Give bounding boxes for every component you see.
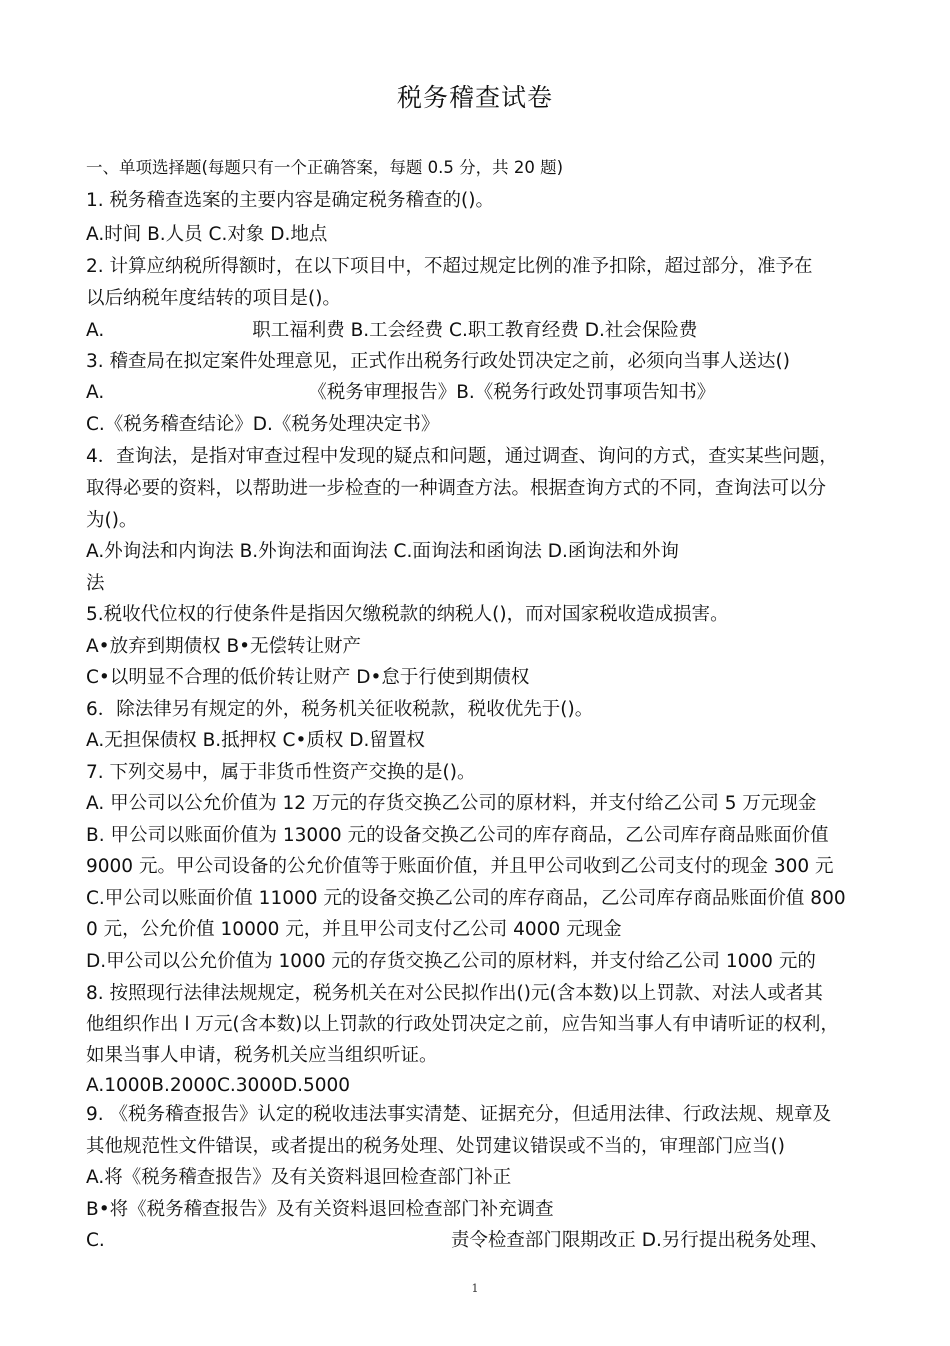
option-text: 《税务审理报告》B.《税务行政处罚事项告知书》 [308,382,716,403]
question-7-option-a: A. 甲公司以公允价值为 12 万元的存货交换乙公司的原材料，并支付给乙公司 5 万元现金 [86,793,817,814]
question-3: 3. 稽查局在拟定案件处理意见，正式作出税务行政处罚决定之前，必须向当事人送达() [86,351,790,372]
option-a-label: A. [86,320,105,341]
question-3-options-ab [86,382,876,404]
question-3-options-cd: C.《税务稽查结论》D.《税务处理决定书》 [86,414,440,435]
question-9-option-b: B•将《税务稽查报告》及有关资料退回检查部门补充调查 [86,1199,554,1220]
question-7-option-d: D.甲公司以公允价值为 1000 元的存货交换乙公司的原材料，并支付给乙公司 1000 元的 [86,951,816,972]
question-2: 2. 计算应纳税所得额时，在以下项目中，不超过规定比例的准予扣除，超过部分，准予在 [86,256,813,277]
question-9: 9. 《税务稽查报告》认定的税收违法事实清楚、证据充分，但适用法律、行政法规、规章及 [86,1104,832,1125]
question-7-option-b: B. 甲公司以账面价值为 13000 元的设备交换乙公司的库存商品，乙公司库存商品账面价值 [86,825,829,846]
question-1-options: A.时间 B.人员 C.对象 D.地点 [86,224,328,245]
question-8-cont: 他组织作出 l 万元(含本数)以上罚款的行政处罚决定之前，应告知当事人有申请听证的权利， [86,1014,839,1035]
question-9-option-a: A.将《税务稽查报告》及有关资料退回检查部门补正 [86,1167,512,1188]
question-4-cont: 取得必要的资料，以帮助进一步检查的一种调查方法。根据查询方式的不同，查询法可以分 [86,478,827,499]
page-number: 1 [471,1282,479,1295]
question-2-cont: 以后纳税年度结转的项目是()。 [86,288,341,309]
question-9-cont: 其他规范性文件错误，或者提出的税务处理、处罚建议错误或不当的，审理部门应当() [86,1136,785,1157]
option-a-label: A. [86,382,105,403]
question-5: 5.税收代位权的行使条件是指因欠缴税款的纳税人()，而对国家税收造成损害。 [86,604,729,625]
question-1: 1. 税务稽查选案的主要内容是确定税务稽查的()。 [86,190,494,211]
question-6-options: A.无担保债权 B.抵押权 C•质权 D.留置权 [86,730,425,751]
question-5-options-cd: C•以明显不合理的低价转让财产 D•怠于行使到期债权 [86,667,530,688]
option-text: 职工福利费 B.工会经费 C.职工教育经费 D.社会保险费 [252,320,698,341]
question-8-options: A.1000B.2000C.3000D.5000 [86,1075,351,1096]
question-7-option-c: C.甲公司以账面价值 11000 元的设备交换乙公司的库存商品，乙公司库存商品账面价值 800 [86,888,846,909]
page-title: 税务稽查试卷 [396,83,553,112]
question-5-options-ab: A•放弃到期债权 B•无偿转让财产 [86,636,362,657]
question-8: 8. 按照现行法律法规规定，税务机关在对公民拟作出()元(含本数)以上罚款、对法人或者其 [86,983,823,1004]
question-7-option-b-cont: 9000 元。甲公司设备的公允价值等于账面价值，并且甲公司收到乙公司支付的现金 300 元 [86,856,834,877]
question-7-option-c-cont: 0 元，公允价值 10000 元，并且甲公司支付乙公司 4000 元现金 [86,919,622,940]
question-7: 7. 下列交易中，属于非货币性资产交换的是()。 [86,762,476,783]
question-4-options: A.外询法和内询法 B.外询法和面询法 C.面询法和函询法 D.函询法和外询 [86,541,679,562]
question-9-options-cd [86,1230,876,1252]
question-8-cont: 如果当事人申请，税务机关应当组织听证。 [86,1045,438,1066]
section-heading: 一、单项选择题(每题只有一个正确答案，每题 0.5 分，共 20 题) [86,158,564,177]
option-text: 责令检查部门限期改正 D.另行提出税务处理、 [450,1230,829,1251]
question-2-options [86,320,876,342]
question-4-cont: 为()。 [86,510,138,531]
question-4-options-cont: 法 [86,573,105,594]
option-c-label: C. [86,1230,105,1251]
question-4: 4．查询法，是指对审查过程中发现的疑点和问题，通过调查、询问的方式，查实某些问题， [86,446,838,467]
question-6: 6．除法律另有规定的外，税务机关征收税款，税收优先于()。 [86,699,594,720]
